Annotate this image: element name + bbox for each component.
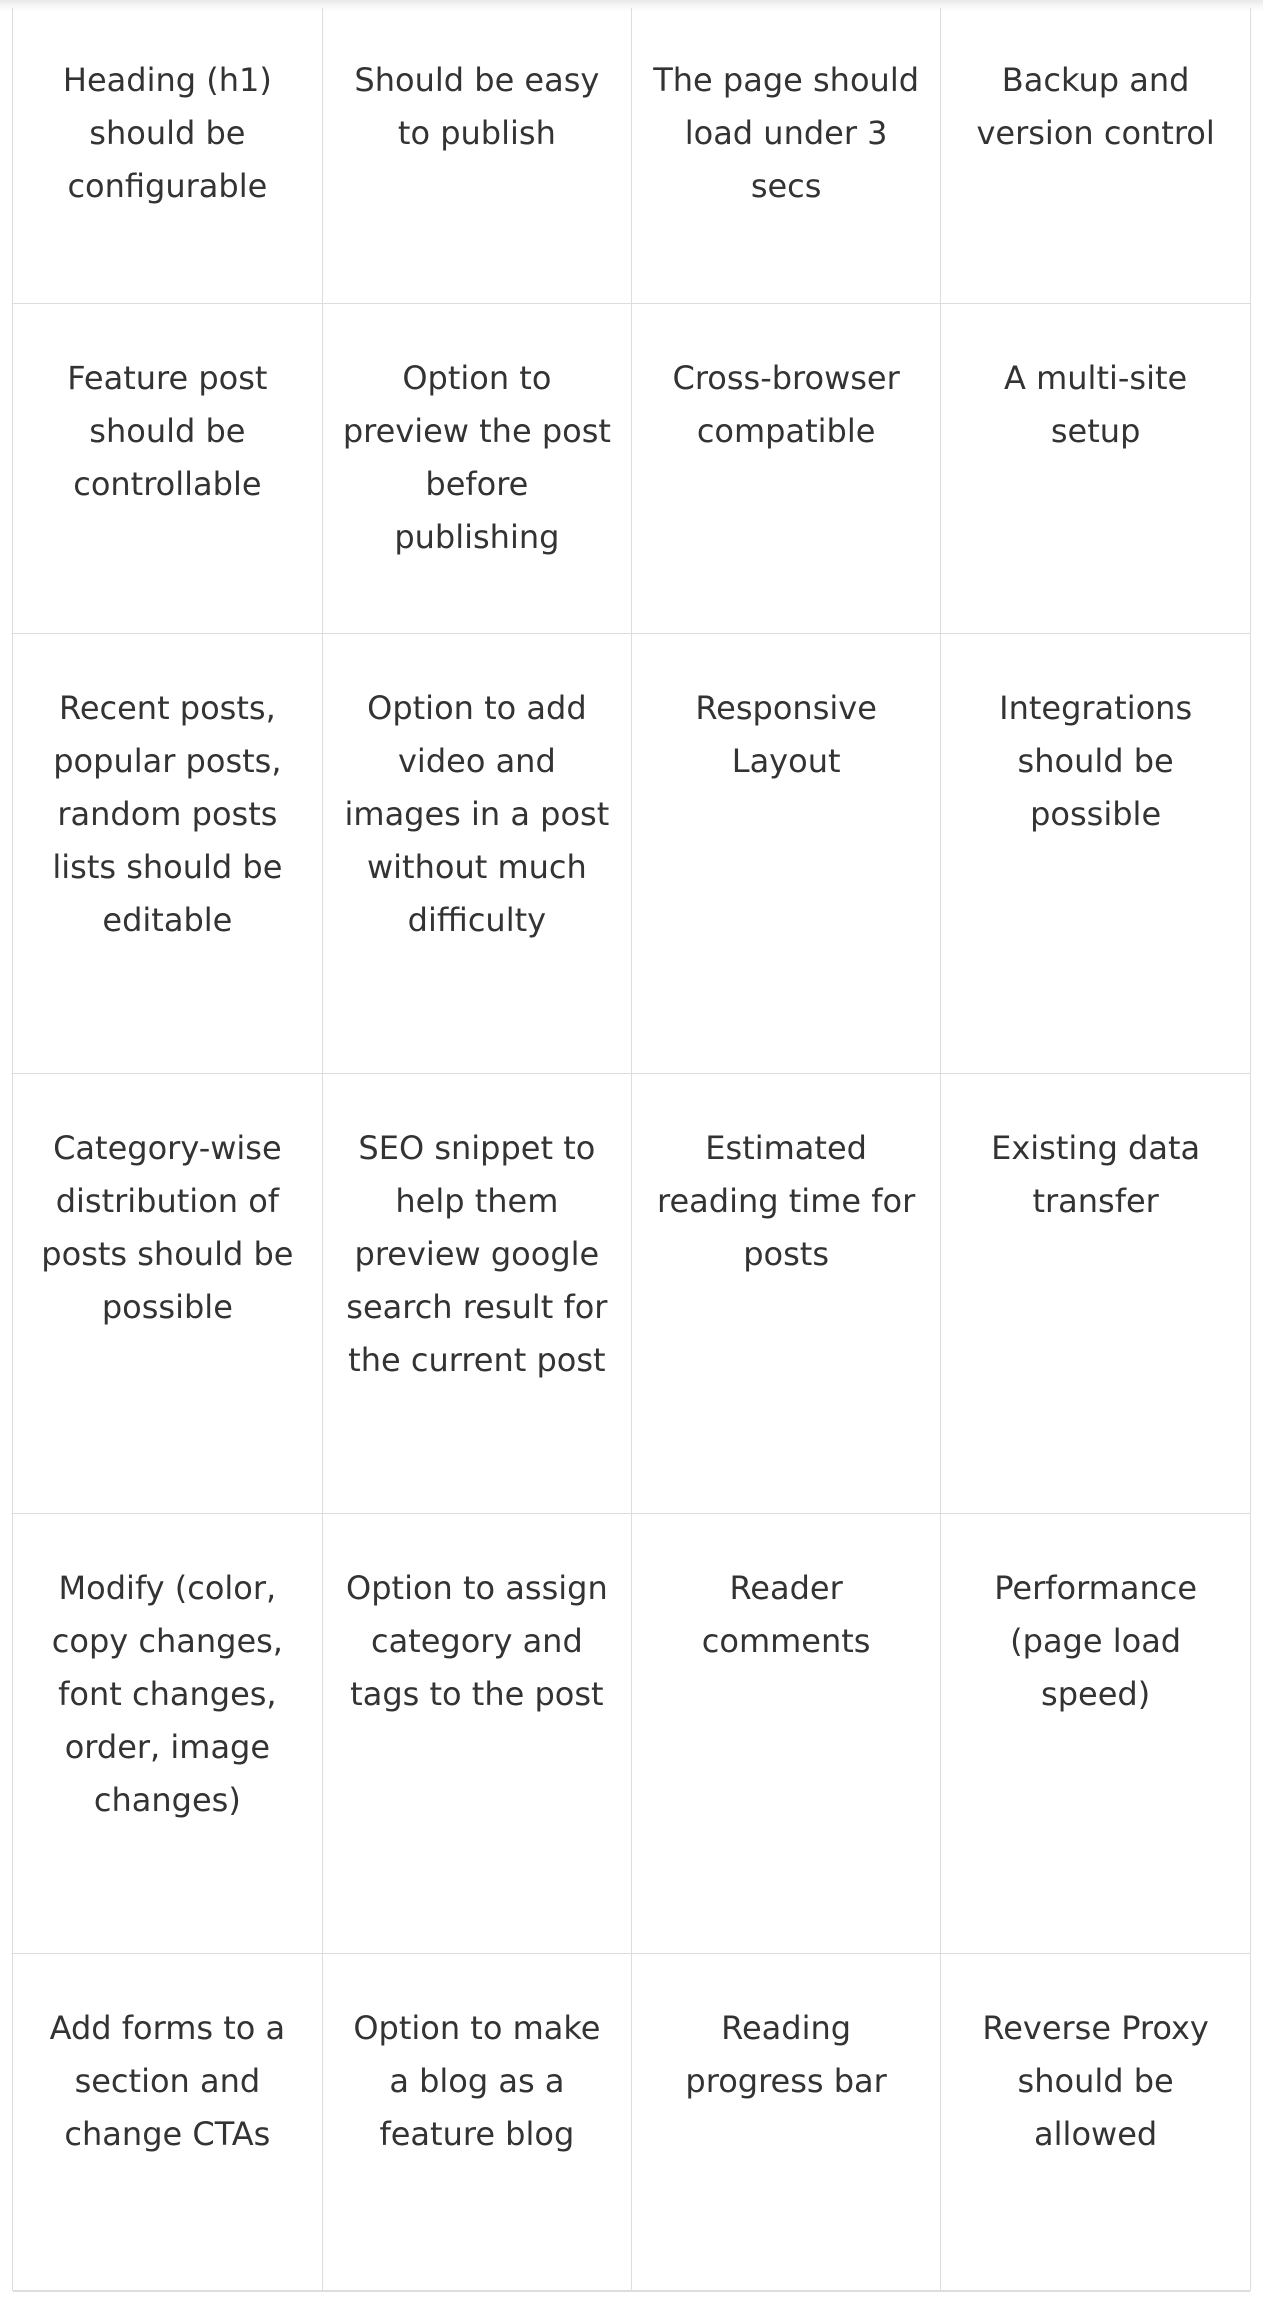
table-cell: Existing data transfer <box>941 1073 1250 1513</box>
table-cell: Integrations should be possible <box>941 633 1250 1073</box>
table-cell: Modify (color, copy changes, font changes, order, image changes) <box>13 1513 322 1953</box>
table-cell: The page should load under 3 secs <box>632 8 941 303</box>
requirements-table <box>13 8 1250 2292</box>
requirements-table-container <box>12 8 1251 2291</box>
table-cell: Reverse Proxy should be allowed <box>941 1953 1250 2291</box>
table-cell: Option to preview the post before publishing <box>322 303 631 633</box>
table-cell: Category-wise distribution of posts should be possible <box>13 1073 322 1513</box>
table-cell: Feature post should be controllable <box>13 303 322 633</box>
table-cell: Add forms to a section and change CTAs <box>13 1953 322 2291</box>
table-row <box>13 8 1250 303</box>
table-cell: Performance (page load speed) <box>941 1513 1250 1953</box>
table-row <box>13 633 1250 1073</box>
table-cell: Backup and version control <box>941 8 1250 303</box>
table-row <box>13 1073 1250 1513</box>
table-cell: Recent posts, popular posts, random posts lists should be editable <box>13 633 322 1073</box>
table-cell: Reading progress bar <box>632 1953 941 2291</box>
table-cell: Option to make a blog as a feature blog <box>322 1953 631 2291</box>
table-cell: Reader comments <box>632 1513 941 1953</box>
table-row <box>13 1953 1250 2291</box>
table-cell: Should be easy to publish <box>322 8 631 303</box>
table-cell: Option to add video and images in a post without much difficulty <box>322 633 631 1073</box>
table-cell: A multi-site setup <box>941 303 1250 633</box>
table-cell: Cross-browser compatible <box>632 303 941 633</box>
table-row <box>13 303 1250 633</box>
table-cell: Responsive Layout <box>632 633 941 1073</box>
table-cell: Option to assign category and tags to the post <box>322 1513 631 1953</box>
table-cell: SEO snippet to help them preview google search result for the current post <box>322 1073 631 1513</box>
table-cell: Estimated reading time for posts <box>632 1073 941 1513</box>
table-row <box>13 1513 1250 1953</box>
table-cell: Heading (h1) should be configurable <box>13 8 322 303</box>
